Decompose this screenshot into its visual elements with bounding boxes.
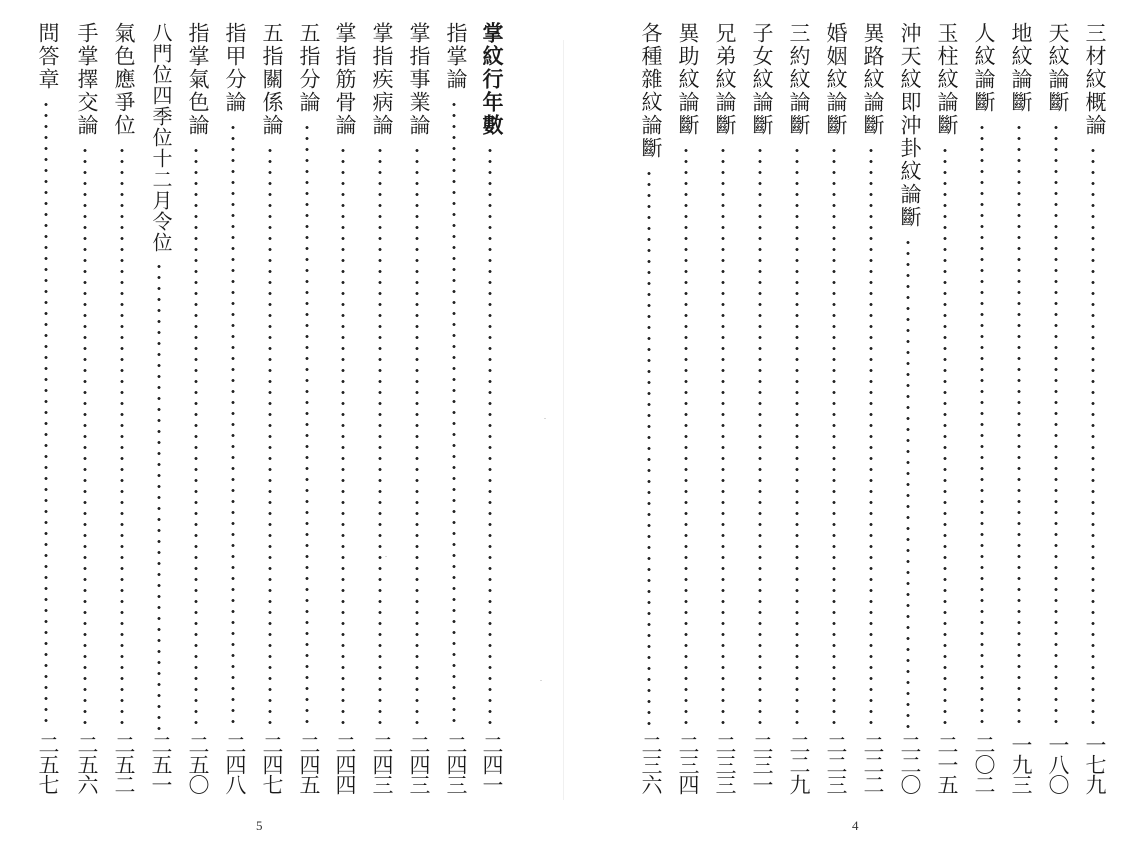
leader-dots	[341, 145, 345, 730]
toc-entry[interactable]	[106, 0, 142, 849]
toc-entry-page-number: 二四四	[333, 734, 357, 794]
toc-entry[interactable]	[143, 0, 179, 849]
toc-entry-title: 異助紋論斷	[676, 22, 700, 137]
toc-entry-page-number: 二五〇	[186, 734, 210, 794]
leader-dots	[157, 261, 161, 730]
toc-entry-page-number: 二四三	[407, 734, 431, 794]
leader-dots	[943, 145, 947, 730]
toc-entry[interactable]	[180, 0, 216, 849]
toc-entry[interactable]	[474, 0, 510, 849]
toc-entry-page-number: 二二九	[787, 734, 811, 794]
toc-entry-page-number: 一七九	[1083, 734, 1107, 794]
toc-entry-title: 指甲分論	[223, 22, 247, 114]
scan-speck	[540, 680, 542, 681]
toc-entry-page-number: 二五七	[36, 734, 60, 794]
leader-dots	[378, 145, 382, 730]
leader-dots	[268, 145, 272, 730]
leader-dots	[647, 168, 651, 730]
toc-entry[interactable]	[929, 0, 965, 849]
toc-entry-page-number: 二三六	[639, 734, 663, 794]
toc-entry-title: 指掌論	[444, 22, 468, 91]
toc-entry[interactable]	[707, 0, 743, 849]
leader-dots	[488, 145, 492, 730]
toc-entry-page-number: 二五一	[149, 734, 173, 794]
toc-entry-title: 掌指筋骨論	[333, 22, 357, 137]
leader-dots	[1054, 122, 1058, 730]
leader-dots	[721, 145, 725, 730]
toc-entry-title: 人紋論斷	[972, 22, 996, 114]
toc-entry-title: 手掌擇交論	[75, 22, 99, 137]
leader-dots	[1017, 122, 1021, 730]
toc-entry[interactable]	[30, 0, 66, 849]
leader-dots	[83, 145, 87, 730]
toc-entry[interactable]	[438, 0, 474, 849]
leader-dots	[869, 145, 873, 730]
toc-entry[interactable]	[364, 0, 400, 849]
leader-dots	[415, 145, 419, 730]
toc-entry-page-number: 二三一	[750, 734, 774, 794]
toc-entry-page-number: 二四七	[260, 734, 284, 794]
toc-entry[interactable]	[892, 0, 928, 849]
scan-speck	[385, 556, 387, 557]
page-folio: 4	[852, 818, 859, 833]
leader-dots	[44, 99, 48, 730]
toc-entry-title: 子女紋論斷	[750, 22, 774, 137]
toc-page-right	[571, 0, 1143, 849]
leader-dots	[194, 145, 198, 730]
toc-entry-page-number: 二四三	[444, 734, 468, 794]
toc-entry[interactable]	[69, 0, 105, 849]
toc-entry-title: 沖天紋即沖卦紋論斷	[898, 22, 922, 229]
gutter-divider	[563, 40, 564, 800]
toc-entry[interactable]	[327, 0, 363, 849]
toc-entry-title: 八門位四季位十二月令位	[149, 22, 173, 253]
toc-entry-title: 掌指疾病論	[370, 22, 394, 137]
toc-entry[interactable]	[401, 0, 437, 849]
toc-entry-title: 異路紋論斷	[861, 22, 885, 137]
toc-entry-page-number: 二三四	[676, 734, 700, 794]
toc-entry-title: 三材紋概論	[1083, 22, 1107, 137]
toc-entry-title: 三約紋論斷	[787, 22, 811, 137]
toc-entry-page-number: 二二三	[824, 734, 848, 794]
toc-entry-page-number: 二五二	[112, 734, 136, 794]
toc-entry-title: 天紋論斷	[1046, 22, 1070, 114]
leader-dots	[231, 122, 235, 730]
toc-entry-page-number: 二〇二	[972, 734, 996, 794]
toc-entry-page-number: 一八〇	[1046, 734, 1070, 794]
toc-entry-title: 玉柱紋論斷	[935, 22, 959, 137]
toc-entry-page-number: 二四三	[370, 734, 394, 794]
toc-entry[interactable]	[670, 0, 706, 849]
toc-entry-title: 地紋論斷	[1009, 22, 1033, 114]
leader-dots	[795, 145, 799, 730]
leader-dots	[906, 237, 910, 730]
toc-entry-title: 指掌氣色論	[186, 22, 210, 137]
toc-entry[interactable]	[855, 0, 891, 849]
toc-entry[interactable]	[633, 0, 669, 849]
toc-entry[interactable]	[1003, 0, 1039, 849]
toc-entry-title: 婚姻紋論斷	[824, 22, 848, 137]
toc-entry[interactable]	[254, 0, 290, 849]
leader-dots	[980, 122, 984, 730]
toc-entry-page-number: 一九三	[1009, 734, 1033, 794]
leader-dots	[1091, 145, 1095, 730]
leader-dots	[305, 122, 309, 730]
toc-entry[interactable]	[818, 0, 854, 849]
toc-entry[interactable]	[781, 0, 817, 849]
leader-dots	[120, 145, 124, 730]
toc-page-left	[0, 0, 571, 849]
leader-dots	[452, 99, 456, 730]
toc-entry-title: 掌紋行年數	[480, 22, 505, 137]
toc-entry[interactable]	[217, 0, 253, 849]
toc-entry-title: 氣色應爭位	[112, 22, 136, 137]
toc-entry-title: 掌指事業論	[407, 22, 431, 137]
toc-entry[interactable]	[744, 0, 780, 849]
toc-entry[interactable]	[1077, 0, 1113, 849]
toc-entry-title: 兄弟紋論斷	[713, 22, 737, 137]
toc-entry-title: 問答章	[36, 22, 60, 91]
toc-entry-page-number: 二二〇	[898, 734, 922, 794]
leader-dots	[684, 145, 688, 730]
toc-entry-page-number: 二四八	[223, 734, 247, 794]
toc-entry[interactable]	[291, 0, 327, 849]
toc-entry[interactable]	[1040, 0, 1076, 849]
toc-entry-title: 五指分論	[297, 22, 321, 114]
page-folio: 5	[256, 818, 263, 833]
leader-dots	[758, 145, 762, 730]
toc-entry-title: 五指關係論	[260, 22, 284, 137]
toc-entry-page-number: 二二二	[861, 734, 885, 794]
toc-entry-page-number: 二四一	[480, 734, 504, 794]
leader-dots	[832, 145, 836, 730]
toc-entry-page-number: 二四五	[297, 734, 321, 794]
toc-entry-page-number: 二三三	[713, 734, 737, 794]
scan-speck	[544, 418, 546, 419]
toc-entry-page-number: 二一五	[935, 734, 959, 794]
toc-entry[interactable]	[966, 0, 1002, 849]
toc-entry-title: 各種雜紋論斷	[639, 22, 663, 160]
toc-entry-page-number: 二五六	[75, 734, 99, 794]
